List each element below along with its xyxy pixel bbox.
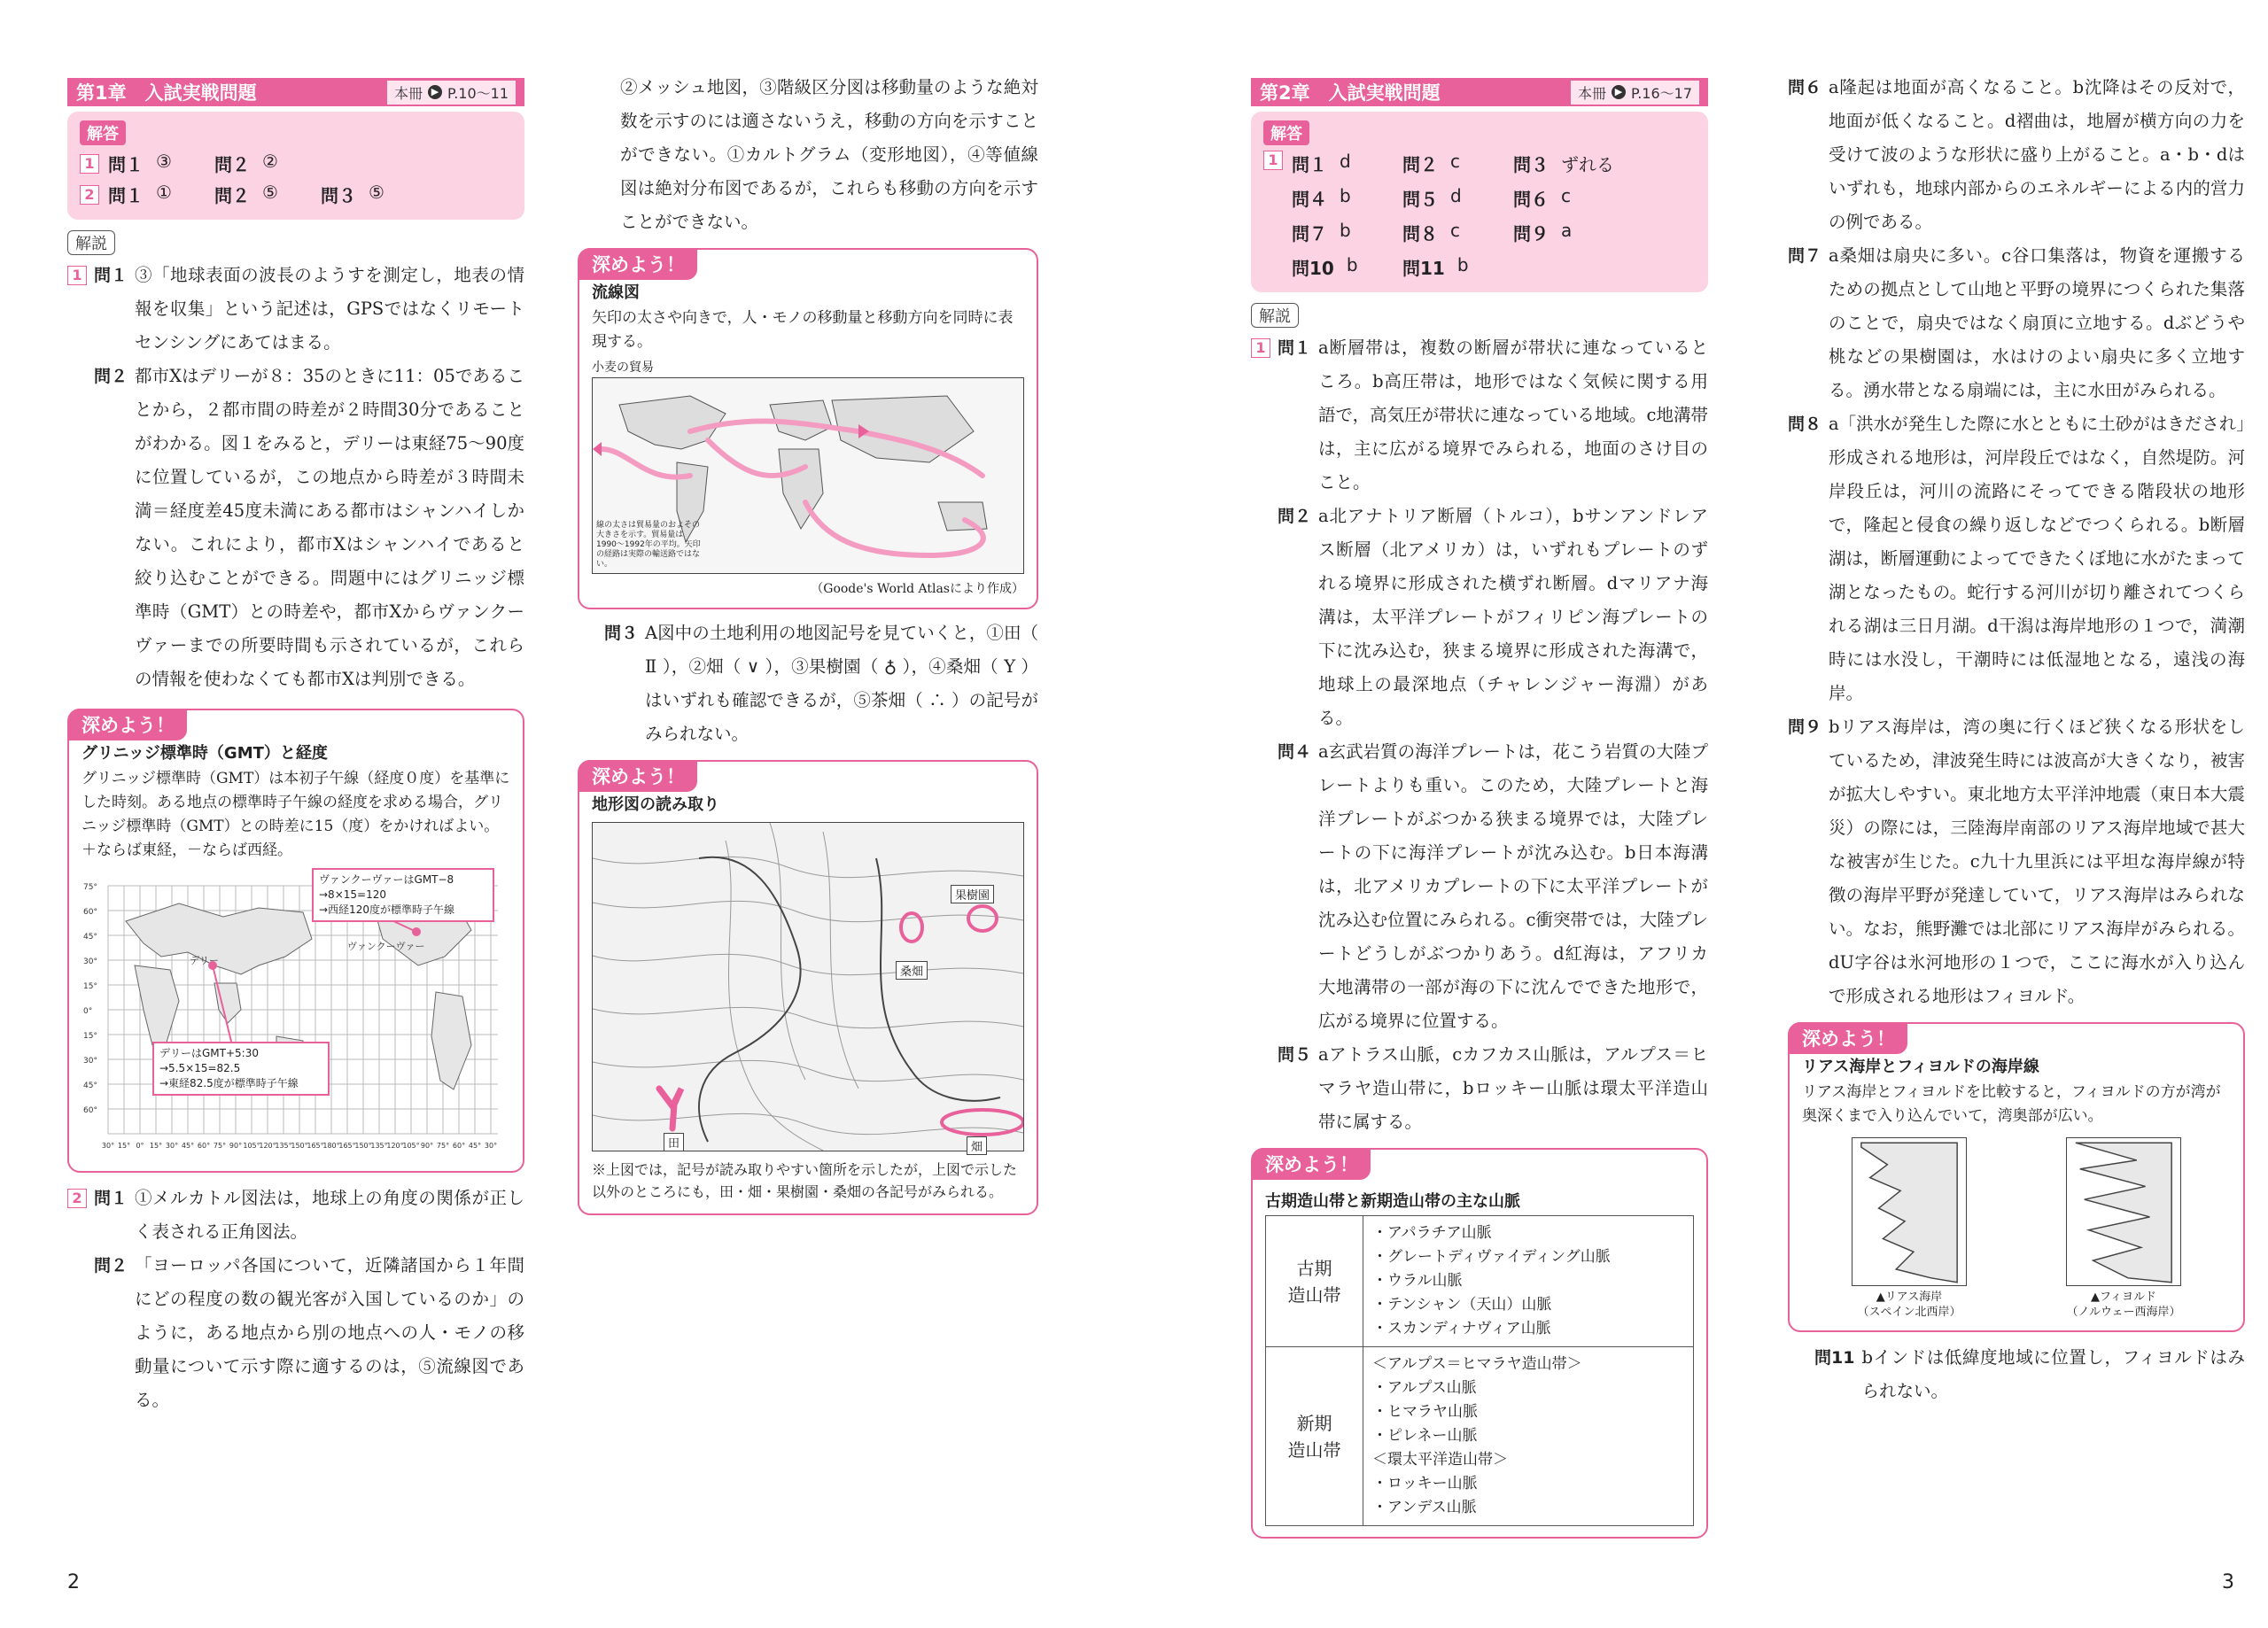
svg-text:0°: 0° — [83, 1007, 93, 1016]
explain-tag: 解説 — [67, 230, 115, 255]
svg-text:30°: 30° — [83, 1057, 97, 1066]
s1-q2-text: 都市Xはデリーが８：35のときに11：05であることから，２都市間の時差が２時間30分であることがわかる。図１をみると，デリーは東経75～90度に位置しているが，この地点から時差が３時間未満＝経度差45度未満にある都市はシャンハイしかない。これにより，都市Xはシャンハイであると絞り込むことができる。問題中にはグリニッジ標準時（GMT）との時差や，都市Xからヴァンクーヴァーまでの所要時間も示されているが，これらの情報を使わなくても都市Xは判別できる。 — [135, 366, 524, 689]
svg-text:150°: 150° — [354, 1142, 372, 1150]
svg-text:15°: 15° — [83, 1032, 97, 1041]
svg-text:45°: 45° — [181, 1142, 195, 1150]
svg-text:60°: 60° — [452, 1142, 466, 1150]
svg-text:15°: 15° — [117, 1142, 131, 1150]
ch2-q7-text: a桑畑は扇央に多い。c谷口集落は，物資を運搬するための拠点として山地と平野の境界につくられた集落のことで，扇央ではなく扇頂に立地する。dぶどうや桃などの果樹園は，水はけのよい扇央に多く立地する。湧水帯となる扇端には，主に水田がみられる。 — [1829, 245, 2245, 400]
svg-text:45°: 45° — [83, 933, 97, 942]
ria-coast-figure: ▲リアス海岸 （スペイン北西岸） — [1852, 1137, 1967, 1320]
deep-box-topomap: 深めよう！ 地形図の読み取り 果樹園 桑畑 田 畑 ※上図では，記号が読み取りやすい箇所を示したが，上図で示した以外のところにも，田・畑・果樹園・桑畑の各記号がみられる。 — [578, 760, 1038, 1215]
answer-row-1: 1 問１ ③ 問２ ② — [80, 151, 512, 176]
explain-tag: 解説 — [1251, 303, 1299, 328]
deep-gmt-text: グリニッジ標準時（GMT）は本初子午線（経度０度）を基準にした時刻。ある地点の標準時子午線の経度を求める場合，グリニッジ標準時（GMT）との時差に15（度）をかければよい。＋ならば東経，－ならば西経。 — [82, 770, 510, 859]
svg-text:75°: 75° — [436, 1142, 450, 1150]
vancouver-callout: ヴァンクーヴァーはGMT−8 →8×15=120 →西経120度が標準時子午線 — [312, 868, 494, 922]
svg-text:30°: 30° — [484, 1142, 498, 1150]
chapter-title: 第2章 入試実戦問題 — [1260, 82, 1441, 104]
svg-text:75°: 75° — [213, 1142, 227, 1150]
svg-text:90°: 90° — [420, 1142, 434, 1150]
fjord-coast-figure: ▲フィヨルド （ノルウェー西海岸） — [2066, 1137, 2181, 1320]
svg-text:75°: 75° — [83, 883, 97, 892]
new-orogenic-list: ＜アルプス＝ヒマラヤ造山帯＞ ・アルプス山脈 ・ヒマラヤ山脈 ・ピレネー山脈 ＜環太平洋造山帯＞ ・ロッキー山脈 ・アンデス山脈 — [1363, 1347, 1694, 1526]
explain-section-2: 2 問１ ①メルカトル図法は，地球上の角度の関係が正しく表される正角図法。 問２ 「ヨーロッパ各国について，近隣諸国から１年間にどの程度の数の観光客が入国しているのか」のように，ある地点から別の地点への人・モノの移動量について示す際に適するのは，⑤流線図である。 — [67, 1182, 524, 1417]
ch2-q11: 問11 bインドは低緯度地域に位置し，フィヨルドはみられない。 — [1788, 1341, 2245, 1408]
ch2-q11-text: bインドは低緯度地域に位置し，フィヨルドはみられない。 — [1861, 1347, 2245, 1401]
deep-box-mountains: 深めよう！ 古期造山帯と新期造山帯の主な山脈 古期 造山帯 ・アパラチア山脈 ・グレートディヴァイディング山脈 ・ウラル山脈 ・テンシャン（天山）山脈 ・スカンディナヴィア山脈 新期 造山帯 ＜アルプス＝ヒマラヤ造山帯＞ ・アルプス山脈 ・ヒマラヤ山脈 ・ピレネー山脈 ＜環太平洋造山帯＞ ・ロッキー山脈 ・アンデス山脈 — [1251, 1148, 1708, 1539]
ch2-q5-text: aアトラス山脈，cカフカス山脈は，アルプス＝ヒマラヤ造山帯に，bロッキー山脈は環太平洋造山帯に属する。 — [1318, 1044, 1708, 1132]
wheat-trade-map: 線の太さは貿易量のおよその大きさを示す。貿易量は1990～1992年の平均。矢印の経路は実際の輸送路ではない。 — [592, 377, 1024, 574]
svg-text:ヴァンクーヴァー: ヴァンクーヴァー — [347, 941, 425, 952]
svg-text:30°: 30° — [83, 957, 97, 966]
timezone-map — [82, 868, 510, 1160]
svg-text:105°: 105° — [243, 1142, 260, 1150]
right-col-2 — [1788, 71, 2245, 1408]
explain-section-ch2: 1 問１ a断層帯は，複数の断層が帯状に連なっているところ。b高圧帯は，地形ではなく気候に関する用語で，高気圧が帯状に連なっている地域。c地溝帯は，主に広がる境界でみられる，地面のさけ目のこと。 問２ a北アナトリア断層（トルコ），bサンアンドレアス断層（北アメリカ）は，いずれもプレートのずれる境界に形成された横ずれ断層。dマリアナ海溝は，太平洋プレートがフィリピン海プレートの下に沈み込む，狭まる境界に形成された海溝で，地球上の最深地点（チャレンジャー海淵）がある。 問４ a玄武岩質の海洋プレートは，花こう岩質の大陸プレートよりも重い。このため，大陸プレートと海洋プレートがぶつかる狭まる境界では，大陸プレートの下に海洋プレートが沈み込む。b日本海溝は，北アメリカプレートの下に太平洋プレートが沈み込む位置にみられる。c衝突帯では，大陸プレートどうしがぶつかりあう。d紅海は，アフリカ大地溝帯の一部が海の下に沈んでできた地形で，広がる境界に位置する。 問５ aアトラス山脈，cカフカス山脈は，アルプス＝ヒマラヤ造山帯に，bロッキー山脈は環太平洋造山帯に属する。 — [1251, 331, 1708, 1139]
svg-text:120°: 120° — [259, 1142, 276, 1150]
ch2-q8-text: a「洪水が発生した際に水とともに土砂がはきだされ」形成される地形は，河岸段丘ではなく，自然堤防。河岸段丘は，河川の流路にそってできる階段状の地形で，隆起と侵食の繰り返しなどでつくられる。b断層湖は，断層運動によってできたくぼ地に水がたまって湖となったもの。蛇行する河川が切り離されてつくられる湖は三日月湖。d干潟は海岸地形の１つで，満潮時には水没し，干潮時には低湿地となる，遠浅の海岸。 — [1829, 414, 2245, 703]
svg-text:15°: 15° — [83, 982, 97, 991]
answer-grid: 問１ d 問２ c 問３ ずれる 問４ b 問５ d 問６ c 問７ b 問８ c 問９ a 問10 b 問11 b — [1292, 151, 1614, 279]
answer-tag: 解答 — [80, 120, 126, 145]
chapter-2-header — [1251, 78, 1708, 106]
svg-text:デリー: デリー — [190, 955, 219, 966]
answer-tag: 解答 — [1263, 120, 1309, 145]
textbook-ref: 本冊 ▶ P.16～17 — [1571, 81, 1699, 105]
svg-text:60°: 60° — [83, 908, 97, 917]
mountain-ranges-table: 古期 造山帯 ・アパラチア山脈 ・グレートディヴァイディング山脈 ・ウラル山脈 ・テンシャン（天山）山脈 ・スカンディナヴィア山脈 新期 造山帯 ＜アルプス＝ヒマラヤ造山帯＞ ・アルプス山脈 ・ヒマラヤ山脈 ・ピレネー山脈 ＜環太平洋造山帯＞ ・ロッキー山脈 ・アンデス山脈 — [1265, 1215, 1694, 1526]
explain-section-1: 1 問１ ③「地球表面の波長のようすを測定し，地表の情報を収集」という記述は，GPSではなくリモートセンシングにあてはまる。 問２ 都市Xはデリーが８：35のときに11：05であることから，２都市間の時差が２時間30分であることがわかる。図１をみると，デリーは東経75～90度に位置しているが，この地点から時差が３時間未満＝経度差45度未満にある都市はシャンハイしかない。これにより，都市Xはシャンハイであると絞り込むことができる。問題中にはグリニッジ標準時（GMT）との時差や，都市Xからヴァンクーヴァーまでの所要時間も示されているが，これらの情報を使わなくても都市Xは判別できる。 — [67, 259, 524, 696]
svg-text:15°: 15° — [149, 1142, 163, 1150]
page-number-right: 3 — [2222, 1571, 2234, 1593]
svg-text:30°: 30° — [165, 1142, 179, 1150]
left-col-2 — [578, 71, 1038, 1215]
svg-text:180°: 180° — [322, 1142, 340, 1150]
svg-text:105°: 105° — [402, 1142, 420, 1150]
svg-text:30°: 30° — [101, 1142, 115, 1150]
answer-row-2: 2 問１ ① 問２ ⑤ 問３ ⑤ — [80, 182, 512, 207]
old-orogenic-list: ・アパラチア山脈 ・グレートディヴァイディング山脈 ・ウラル山脈 ・テンシャン（天山）山脈 ・スカンディナヴィア山脈 — [1363, 1216, 1694, 1347]
svg-text:150°: 150° — [291, 1142, 308, 1150]
svg-text:165°: 165° — [307, 1142, 324, 1150]
answer-box: 解答 1 問１ d 問２ c 問３ ずれる 問４ b 問５ d 問６ c 問７ b 問８ c 問９ a 問10 b 問11 b — [1251, 112, 1708, 292]
arrow-right-icon: ▶ — [1612, 85, 1626, 99]
ch2-q6-text: a隆起は地面が高くなること。b沈降はその反対で，地面が低くなること。d褶曲は，地層が横方向の力を受けて波のような形状に盛り上がること。a・b・dはいずれも，地球内部からのエネルギーによる内的営力の例である。 — [1829, 77, 2245, 232]
svg-text:120°: 120° — [386, 1142, 404, 1150]
svg-text:45°: 45° — [468, 1142, 482, 1150]
svg-text:0°: 0° — [136, 1142, 144, 1150]
left-col-1 — [67, 78, 524, 1417]
ch2-q1-text: a断層帯は，複数の断層が帯状に連なっているところ。b高圧帯は，地形ではなく気候に関する用語で，高気圧が帯状に連なっている地域。c地溝帯は，主に広がる境界でみられる，地面のさけ目のこと。 — [1318, 337, 1708, 492]
textbook-ref: 本冊 ▶ P.10～11 — [387, 81, 516, 105]
s2-q3: 問３ A図中の土地利用の地図記号を見ていくと，①田（ Ⅱ ），②畑（ ∨ ），③果樹園（ ♁ ），④桑畑（ Y ）はいずれも確認できるが，⑤茶畑（ ∴ ）の記号がみられない。 — [578, 616, 1038, 751]
svg-text:90°: 90° — [229, 1142, 243, 1150]
svg-text:165°: 165° — [338, 1142, 356, 1150]
right-col-1 — [1251, 78, 1708, 1539]
svg-text:60°: 60° — [83, 1106, 97, 1115]
explain-continued: 問６ a隆起は地面が高くなること。b沈降はその反対で，地面が低くなること。d褶曲は，地層が横方向の力を受けて波のような形状に盛り上がること。a・b・dはいずれも，地球内部からのエネルギーによる内的営力の例である。 問７ a桑畑は扇央に多い。c谷口集落は，物資を運搬するための拠点として山地と平野の境界につくられた集落のことで，扇央ではなく扇頂に立地する。dぶどうや桃などの果樹園は，水はけのよい扇央に多く立地する。湧水帯となる扇端には，主に水田がみられる。 問８ a「洪水が発生した際に水とともに土砂がはきだされ」形成される地形は，河岸段丘ではなく，自然堤防。河岸段丘は，河川の流路にそってできる階段状の地形で，隆起と侵食の繰り返しなどでつくられる。b断層湖は，断層運動によってできたくぼ地に水がたまって湖となったもの。蛇行する河川が切り離されてつくられる湖は三日月湖。d干潟は海岸地形の１つで，満潮時には水没し，干潮時には低湿地となる，遠浅の海岸。 問９ bリアス海岸は，湾の奥に行くほど狭くなる形状をしているため，津波発生時には波高が大きくなり，被害が拡大しやすい。東北地方太平洋沖地震（東日本大震災）の際には，三陸海岸南部のリアス海岸地域で甚大な被害が生じた。c九十九里浜には平坦な海岸線が特徴の海岸平野が発達していて，リアス海岸はみられない。なお，熊野灘では北部にリアス海岸がみられる。dU字谷は氷河地形の１つで，ここに海水が入り込んで形成される地形はフィヨルド。 — [1788, 71, 2245, 1013]
answer-box — [67, 112, 524, 220]
ch2-q4-text: a玄武岩質の海洋プレートは，花こう岩質の大陸プレートよりも重い。このため，大陸プレートと海洋プレートがぶつかる狭まる境界では，大陸プレートの下に海洋プレートが沈み込む。b日本海溝は，北アメリカプレートの下に太平洋プレートが沈み込む位置にみられる。c衝突帯では，大陸プレートどうしがぶつかりあう。d紅海は，アフリカ大地溝帯の一部が海の下に沈んでできた地形で，広がる境界に位置する。 — [1318, 741, 1708, 1031]
topographic-map: 果樹園 桑畑 田 畑 — [592, 822, 1024, 1151]
svg-text:45°: 45° — [83, 1081, 97, 1090]
col2-top-text: ②メッシュ地図，③階級区分図は移動量のような絶対数を示すのには適さないうえ，移動の方向を示すことができない。①カルトグラム（変形地図），④等値線図は絶対分布図であるが，これらも移動の方向を示すことができない。 — [620, 77, 1038, 232]
s1-q1-text: ③「地球表面の波長のようすを測定し，地表の情報を収集」という記述は，GPSではなくリモートセンシングにあてはまる。 — [135, 265, 524, 353]
chapter-title: 第1章 入試実戦問題 — [76, 82, 257, 104]
svg-text:135°: 135° — [275, 1142, 292, 1150]
s2-q1-text: ①メルカトル図法は，地球上の角度の関係が正しく表される正角図法。 — [135, 1188, 524, 1242]
ch2-q2-text: a北アナトリア断層（トルコ），bサンアンドレアス断層（北アメリカ）は，いずれもプレートのずれる境界に形成された横ずれ断層。dマリアナ海溝は，太平洋プレートがフィリピン海プレートの下に沈み込む，狭まる境界に形成された海溝で，地球上の最深地点（チャレンジャー海淵）がある。 — [1318, 506, 1708, 728]
delhi-callout: デリーはGMT+5:30 →5.5×15=82.5 →東経82.5度が標準時子午線 — [152, 1042, 330, 1096]
deep-box-gmt: 深めよう！ グリニッジ標準時（GMT）と経度 グリニッジ標準時（GMT）は本初子午線（経度０度）を基準にした時刻。ある地点の標準時子午線の経度を求める場合，グリニッジ標準時（GMT）との時差に15（度）をかければよい。＋ならば東経，－ならば西経。 75° 60° 45° 30° 15° 0° 15° 30° 45° 60° 30° 15° 0° 15° 30° 45° 60° 75° 90° 105° 120° 135° 150° 165° 180° 165° 150° 135° 120° 105° 90° 75° 60° 45° 30° デリー ヴァンクーヴァー ヴァンクーヴァーはGMT−8 →8×15=120 →西経120度が標準時子午線 デリーはGMT+5:30 →5.5×15=82.5 →東経82.5度が標準時子午線 — [67, 709, 524, 1173]
svg-text:60°: 60° — [197, 1142, 211, 1150]
page-number-left: 2 — [67, 1571, 80, 1593]
s2-q3-text: A図中の土地利用の地図記号を見ていくと，①田（ Ⅱ ），②畑（ ∨ ），③果樹園（ ♁ ），④桑畑（ Y ）はいずれも確認できるが，⑤茶畑（ ∴ ）の記号がみられない。 — [645, 623, 1038, 744]
deep-box-flowmap: 深めよう！ 流線図 矢印の太さや向きで，人・モノの移動量と移動方向を同時に表現する。 小麦の貿易 線の太さは貿易量のおよその大きさを示す。貿易量は1990～1992年の平均。矢印の経路は実際の輸送路ではない。 （Goode's World Atlasにより作成） — [578, 248, 1038, 609]
topomap-note: ※上図では，記号が読み取りやすい箇所を示したが，上図で示した以外のところにも，田・畑・果樹園・桑畑の各記号がみられる。 — [592, 1161, 1018, 1200]
s2-q2-text: 「ヨーロッパ各国について，近隣諸国から１年間にどの程度の数の観光客が入国しているのか」のように，ある地点から別の地点への人・モノの移動量について示す際に適するのは，⑤流線図である。 — [135, 1255, 524, 1410]
svg-text:135°: 135° — [370, 1142, 388, 1150]
ch2-q9-text: bリアス海岸は，湾の奥に行くほど狭くなる形状をしているため，津波発生時には波高が大きくなり，被害が拡大しやすい。東北地方太平洋沖地震（東日本大震災）の際には，三陸海岸南部のリアス海岸地域で甚大な被害が生じた。c九十九里浜には平坦な海岸線が特徴の海岸平野が発達していて，リアス海岸はみられない。なお，熊野灘では北部にリアス海岸がみられる。dU字谷は氷河地形の１つで，ここに海水が入り込んで形成される地形はフィヨルド。 — [1829, 717, 2245, 1006]
deep-box-coastline: 深めよう！ リアス海岸とフィヨルドの海岸線 リアス海岸とフィヨルドを比較すると，フィヨルドの方が湾が奥深くまで入り込んでいて，湾奥部が広い。 ▲リアス海岸 （スペイン北西岸） ▲フィヨルド （ノルウェー西海岸） — [1788, 1022, 2245, 1332]
arrow-right-icon: ▶ — [428, 85, 442, 99]
chapter-1-header — [67, 78, 524, 106]
